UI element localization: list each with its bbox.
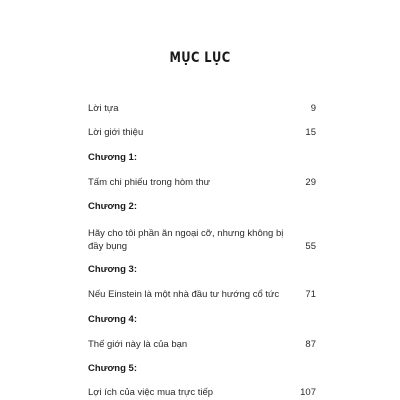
toc-entry-page: 15	[305, 127, 316, 138]
toc-chapter-2-heading	[88, 201, 316, 213]
toc-entry-chapter-4	[88, 339, 316, 351]
toc-entry-label: Hãy cho tôi phần ăn ngoại cỡ, nhưng không bị đầy bụng	[88, 228, 284, 252]
toc-chapter-label: Chương 4:	[88, 314, 137, 325]
toc-chapter-3-heading	[88, 264, 316, 276]
toc-entry-chapter-5	[88, 387, 316, 399]
toc-entry-page: 9	[310, 103, 316, 114]
toc-entry-page: 107	[300, 387, 316, 398]
toc-entry-preface	[88, 103, 316, 115]
toc-chapter-label: Chương 5:	[88, 363, 137, 374]
toc-entry-label: Thế giới này là của bạn	[88, 339, 188, 350]
toc-entry-introduction	[88, 127, 316, 139]
toc-entry-page: 71	[305, 289, 316, 300]
toc-chapter-label: Chương 3:	[88, 264, 137, 275]
toc-chapter-label: Chương 2:	[88, 201, 137, 212]
toc-chapter-label: Chương 1:	[88, 152, 137, 163]
toc-entry-chapter-2	[88, 227, 316, 253]
toc-entry-chapter-3	[88, 289, 316, 301]
toc-entry-label: Tấm chi phiếu trong hòm thư	[88, 177, 211, 188]
toc-entry-label: Lời tựa	[88, 103, 119, 114]
toc-entry-label: Nếu Einstein là một nhà đầu tư hướng cổ tức	[88, 289, 280, 300]
page-title: MỤC LỤC	[169, 50, 231, 66]
toc-chapter-5-heading	[88, 363, 316, 375]
toc-entry-label: Lợi ích của việc mua trực tiếp	[88, 387, 214, 398]
toc-entry-chapter-1	[88, 177, 316, 189]
toc-entry-page: 87	[305, 339, 316, 350]
toc-entry-page: 29	[305, 177, 316, 188]
toc-chapter-1-heading	[88, 152, 316, 164]
toc-chapter-4-heading	[88, 314, 316, 326]
toc-entry-page: 55	[305, 241, 316, 252]
toc-entry-label: Lời giới thiệu	[88, 127, 144, 138]
